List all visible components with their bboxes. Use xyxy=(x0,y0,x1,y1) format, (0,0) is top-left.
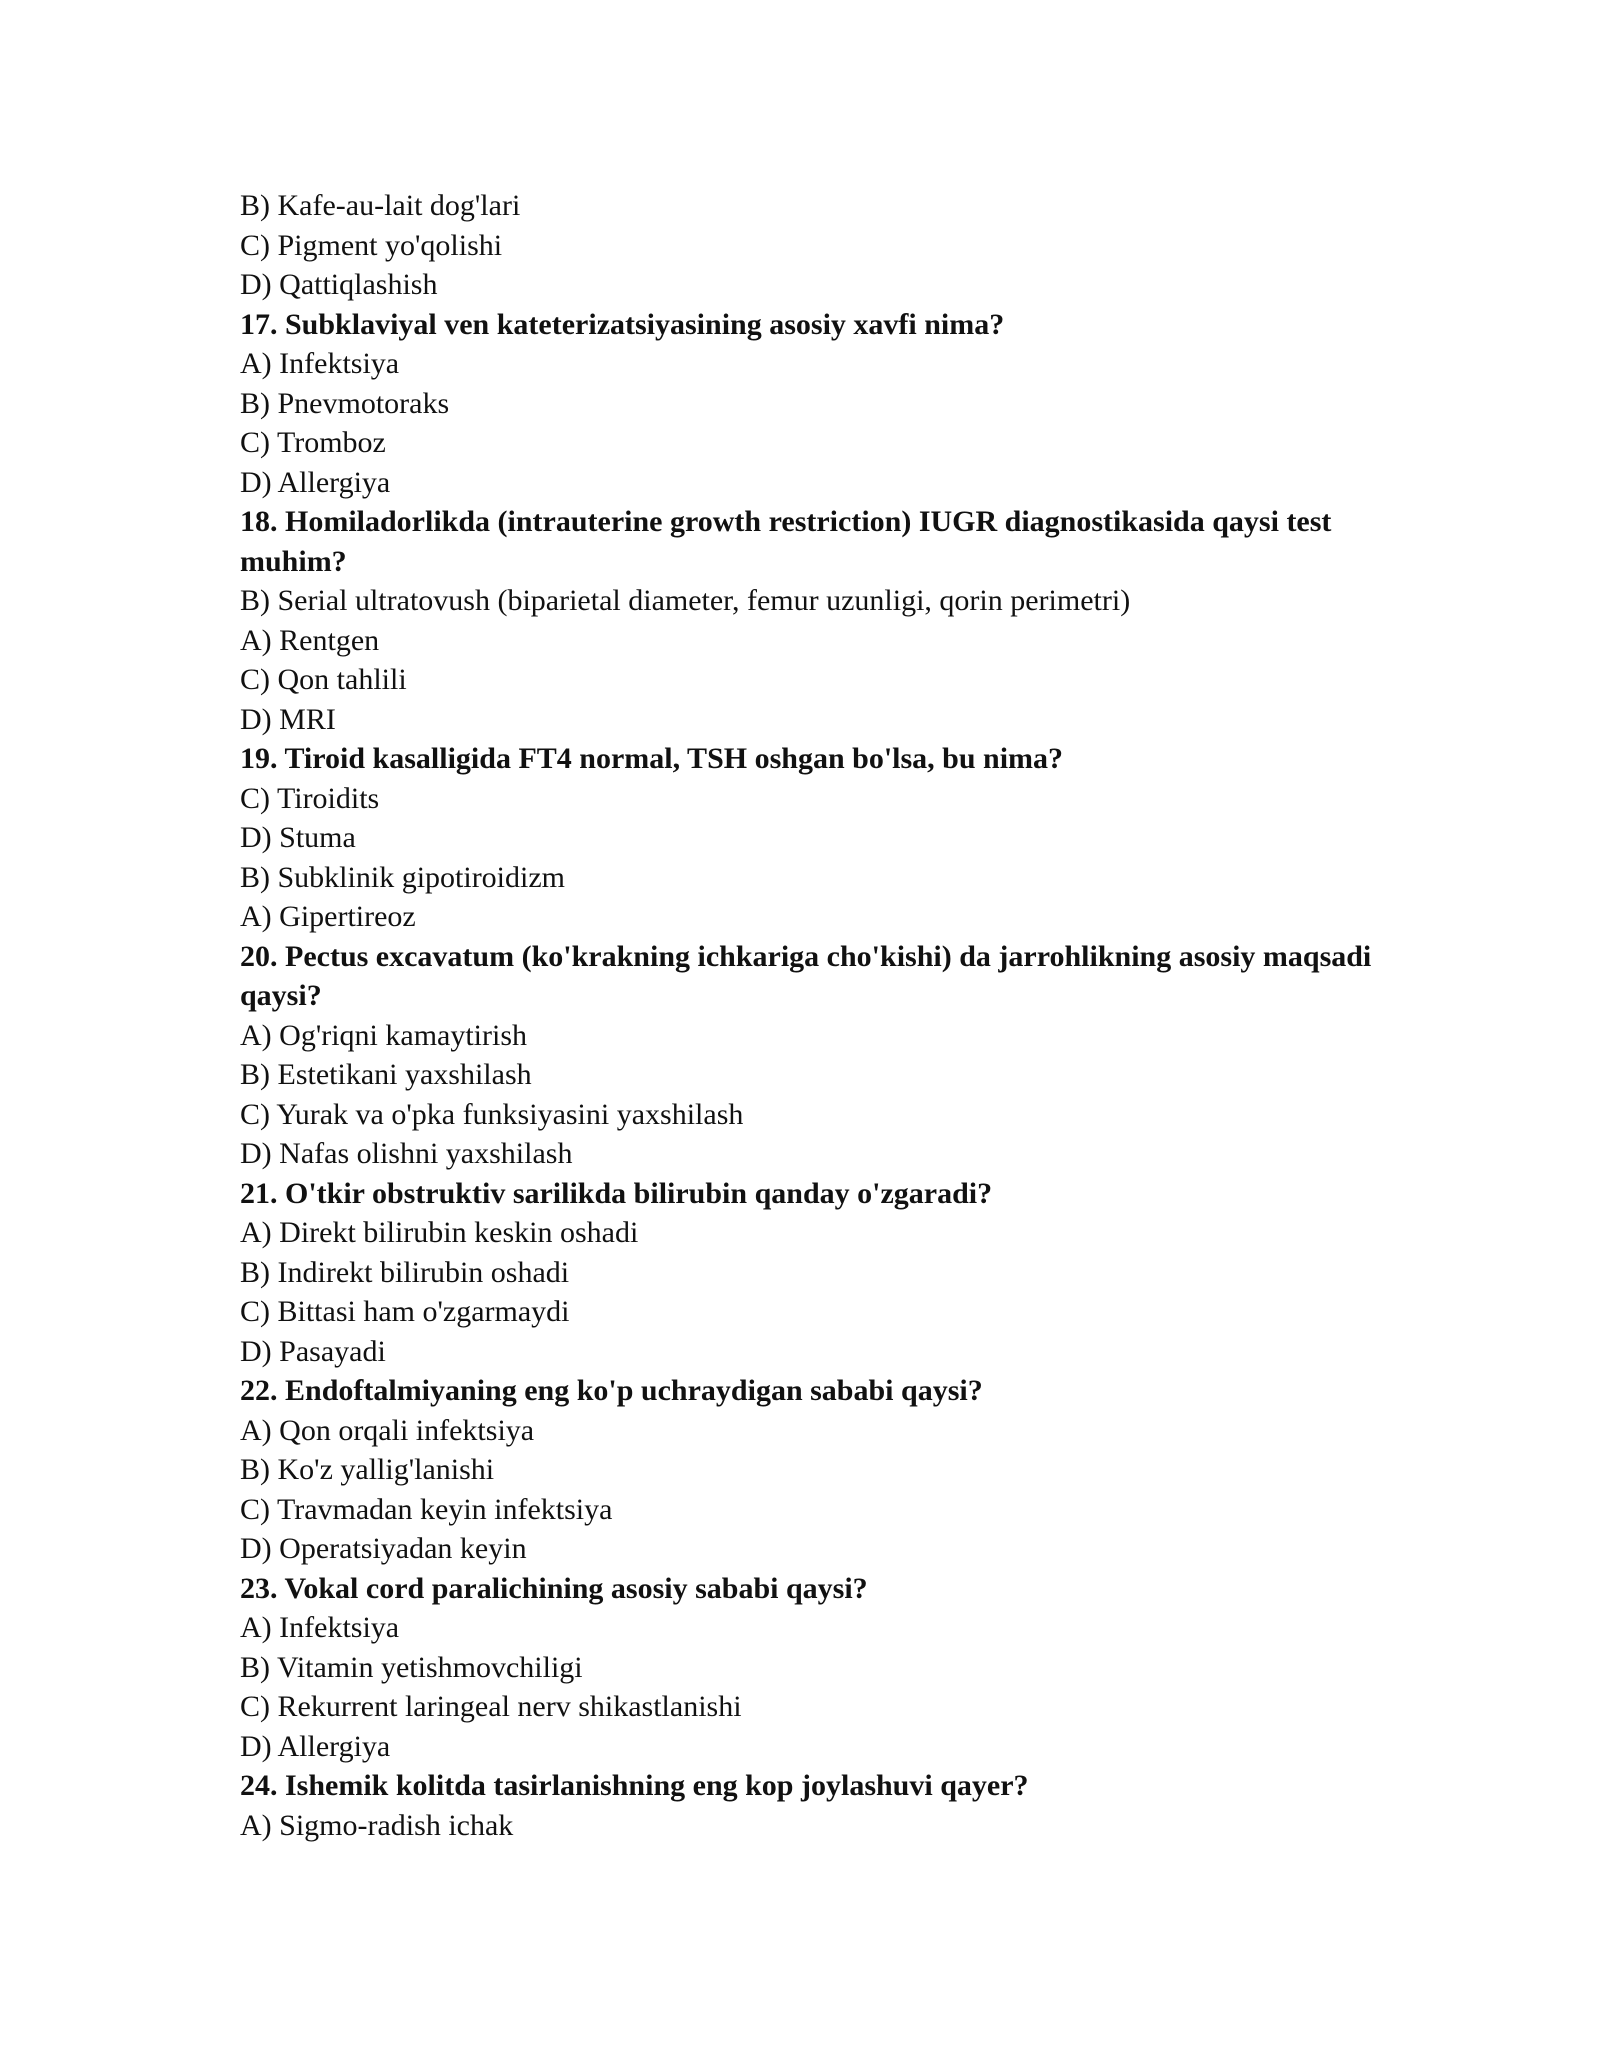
option-line: D) Allergiya xyxy=(240,1729,391,1763)
question-block-22 xyxy=(240,1371,1400,1569)
option-line: B) Ko'z yallig'lanishi xyxy=(240,1453,495,1486)
question-block-21 xyxy=(240,1174,1400,1372)
question-title: 22. Endoftalmiyaning eng ko'p uchraydigan sababi qaysi? xyxy=(240,1374,983,1407)
option-line: C) Yurak va o'pka funksiyasini yaxshilash xyxy=(240,1097,744,1131)
question-block-19 xyxy=(240,739,1400,937)
question-block-18 xyxy=(240,502,1400,739)
option-line: A) Sigmo-radish ichak xyxy=(240,1808,514,1842)
option-line: C) Tiroidits xyxy=(240,781,380,815)
option-line: D) MRI xyxy=(240,702,336,736)
option-line: A) Gipertireoz xyxy=(240,900,416,933)
question-title: 18. Homiladorlikda (intrauterine growth restriction) IUGR diagnostikasida qaysi test muhim? xyxy=(240,505,1332,578)
question-title: 21. O'tkir obstruktiv sarilikda bilirubin qanday o'zgaradi? xyxy=(240,1176,993,1210)
question-title: 17. Subklaviyal ven kateterizatsiyasining asosiy xavfi nima? xyxy=(240,307,1005,341)
option-line: A) Infektsiya xyxy=(240,1611,400,1644)
option-line: B) Indirekt bilirubin oshadi xyxy=(240,1255,570,1289)
question-title: 24. Ishemik kolitda tasirlanishning eng kop joylashuvi qayer? xyxy=(240,1769,1029,1802)
question-block-23 xyxy=(240,1569,1400,1767)
option-line: B) Vitamin yetishmovchiligi xyxy=(240,1650,583,1684)
option-line: D) Stuma xyxy=(240,821,356,854)
question-block-20 xyxy=(240,937,1400,1174)
option-line: D) Pasayadi xyxy=(240,1334,386,1368)
question-title: 23. Vokal cord paralichining asosiy sababi qaysi? xyxy=(240,1571,868,1605)
option-line: A) Rentgen xyxy=(240,623,380,657)
question-block-17 xyxy=(240,305,1400,503)
option-line: C) Rekurrent laringeal nerv shikastlanishi xyxy=(240,1690,742,1723)
option-line: D) Allergiya xyxy=(240,465,391,499)
option-line: C) Travmadan keyin infektsiya xyxy=(240,1492,613,1526)
intro-options xyxy=(240,186,1400,305)
option-line: B) Serial ultratovush (biparietal diameter, femur uzunligi, qorin perimetri) xyxy=(240,584,1131,617)
question-title: 20. Pectus excavatum (ko'krakning ichkariga cho'kishi) da jarrohlikning asosiy maqsadi qaysi? xyxy=(240,939,1372,1012)
option-line: C) Pigment yo'qolishi xyxy=(240,228,503,262)
option-line: A) Direkt bilirubin keskin oshadi xyxy=(240,1216,639,1249)
option-line: B) Pnevmotoraks xyxy=(240,386,450,420)
option-line: B) Kafe-au-lait dog'lari xyxy=(240,189,521,222)
question-title: 19. Tiroid kasalligida FT4 normal, TSH oshgan bo'lsa, bu nima? xyxy=(240,742,1064,775)
document-page xyxy=(240,186,1400,1845)
option-line: A) Og'riqni kamaytirish xyxy=(240,1018,528,1052)
option-line: C) Tromboz xyxy=(240,426,386,459)
option-line: D) Operatsiyadan keyin xyxy=(240,1532,527,1565)
option-line: A) Infektsiya xyxy=(240,347,400,380)
option-line: B) Estetikani yaxshilash xyxy=(240,1058,532,1091)
option-line: B) Subklinik gipotiroidizm xyxy=(240,860,566,894)
option-line: D) Nafas olishni yaxshilash xyxy=(240,1137,573,1170)
option-line: D) Qattiqlashish xyxy=(240,268,438,301)
option-line: C) Bittasi ham o'zgarmaydi xyxy=(240,1295,570,1328)
option-line: A) Qon orqali infektsiya xyxy=(240,1413,535,1447)
option-line: C) Qon tahlili xyxy=(240,663,407,696)
question-block-24 xyxy=(240,1766,1400,1845)
